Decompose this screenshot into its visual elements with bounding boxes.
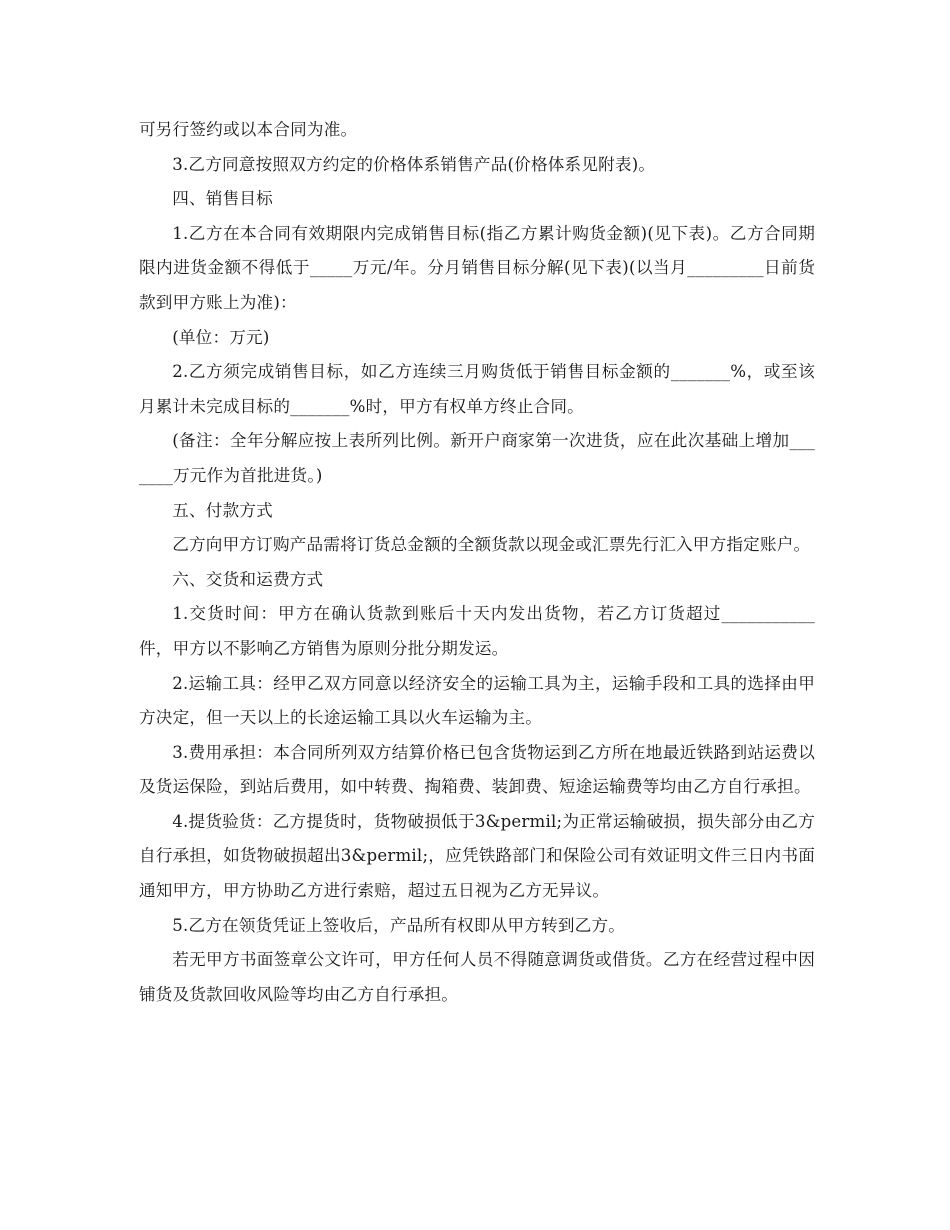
paragraph-payment: 乙方向甲方订购产品需将订货总金额的全额货款以现金或汇票先行汇入甲方指定账户。 xyxy=(172,535,811,555)
paragraph-cost: 3.费用承担：本合同所列双方结算价格已包含货物运到乙方所在地最近铁路到站运费以及货运保险，到站后费用，如中转费、掏箱费、装卸费、短途运输费等均由乙方自行承担。 xyxy=(139,742,815,797)
section-heading-sales-target: 四、销售目标 xyxy=(172,189,273,209)
paragraph-risk: 若无甲方书面签章公文许可，甲方任何人员不得随意调货或借货。乙方在经营过程中因铺货及货款回收风险等均由乙方自行承担。 xyxy=(139,950,815,1004)
paragraph-unit-note: (单位：万元) xyxy=(172,327,270,347)
paragraph-sales-target-2: 2.乙方须完成销售目标，如乙方连续三月购货低于销售目标金额的_______%，或至该月累计未完成目标的_______%时，甲方有权单方终止合同。 xyxy=(139,362,815,416)
paragraph-sales-target-1: 1.乙方在本合同有效期限内完成销售目标(指乙方累计购货金额)(见下表)。乙方合同期限内进货金额不得低于_____万元/年。分月销售目标分解(见下表)(以当月_________日前货款到甲方账上为准)： xyxy=(139,223,815,312)
paragraph-inspection: 4.提货验货：乙方提货时，货物破损低于3&permil;为正常运输破损，损失部分由乙方自行承担，如货物破损超出3&permil;，应凭铁路部门和保险公司有效证明文件三日内书面通知甲方，甲方协助乙方进行索赔，超过五日视为乙方无异议。 xyxy=(139,811,815,901)
paragraph-continuation: 可另行签约或以本合同为准。 xyxy=(139,120,358,139)
paragraph-price-system: 3.乙方同意按照双方约定的价格体系销售产品(价格体系见附表)。 xyxy=(172,154,656,174)
document-body xyxy=(139,113,815,1012)
paragraph-delivery-time: 1.交货时间：甲方在确认货款到账后十天内发出货物，若乙方订货超过___________件，甲方以不影响乙方销售为原则分批分期发运。 xyxy=(139,604,815,658)
section-heading-delivery: 六、交货和运费方式 xyxy=(172,569,324,589)
section-heading-payment: 五、付款方式 xyxy=(172,500,273,520)
paragraph-transport: 2.运输工具：经甲乙双方同意以经济安全的运输工具为主，运输手段和工具的选择由甲方决定，但一天以上的长途运输工具以火车运输为主。 xyxy=(139,673,815,728)
paragraph-ownership: 5.乙方在领货凭证上签收后，产品所有权即从甲方转到乙方。 xyxy=(172,915,626,935)
paragraph-remark: (备注：全年分解应按上表所列比例。新开户商家第一次进货，应在此次基础上增加_______万元作为首批进货。) xyxy=(139,431,815,485)
